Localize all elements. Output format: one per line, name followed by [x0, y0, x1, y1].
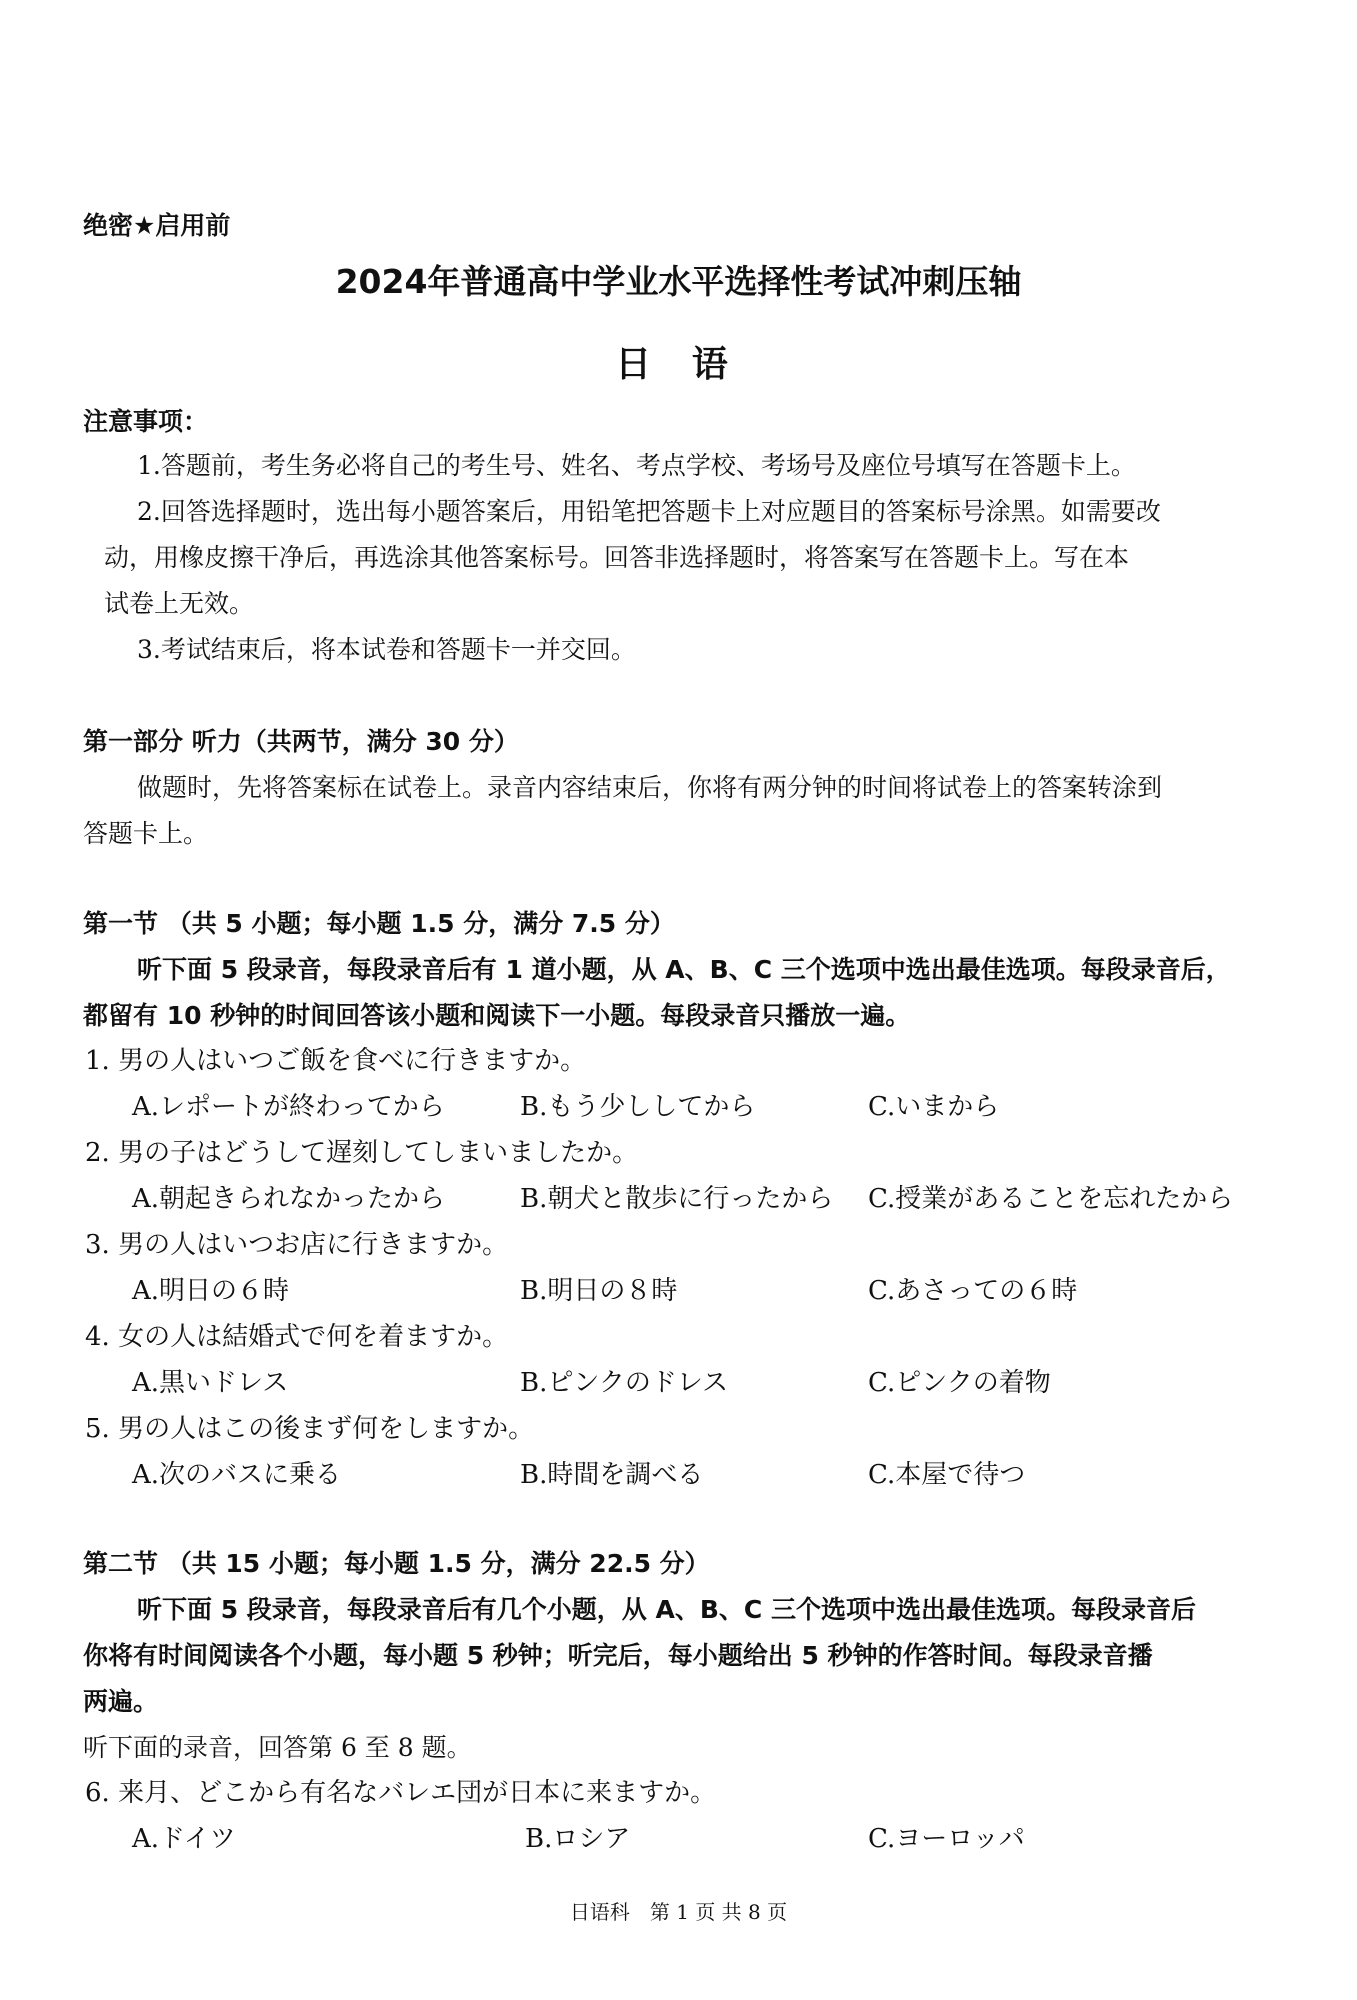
section1-intro-line-1: 听下面 5 段录音，每段录音后有 1 道小题，从 A、B、C 三个选项中选出最佳选项。每段录音后，: [137, 955, 1231, 984]
question-3-option-c: C.あさっての６時: [868, 1276, 1078, 1306]
subject-title: 日 语: [615, 344, 742, 385]
question-3-option-b: B.明日の８時: [520, 1276, 678, 1306]
question-6-option-a: A.ドイツ: [132, 1824, 236, 1854]
note-item-2-line-3: 试卷上无效。: [104, 589, 255, 618]
question-5: 5. 男の人はこの後まず何をしますか。: [85, 1414, 535, 1444]
section1-intro-line-2: 都留有 10 秒钟的时间回答该小题和阅读下一小题。每段录音只播放一遍。: [83, 1001, 911, 1030]
section2-heading: 第二节 （共 15 小题；每小题 1.5 分，满分 22.5 分）: [83, 1549, 710, 1578]
confidential-label: 绝密★启用前: [83, 211, 231, 240]
note-item-1: 1.答题前，考生务必将自己的考生号、姓名、考点学校、考场号及座位号填写在答题卡上。: [137, 451, 1136, 480]
question-4-option-b: B.ピンクのドレス: [520, 1368, 729, 1398]
note-item-2-line-1: 2.回答选择题时，选出每小题答案后，用铅笔把答题卡上对应题目的答案标号涂黑。如需要改: [137, 497, 1161, 526]
question-1-option-c: C.いまから: [868, 1092, 1000, 1122]
question-6: 6. 来月、どこから有名なバレエ団が日本に来ますか。: [85, 1778, 717, 1808]
notes-heading: 注意事项：: [83, 407, 209, 436]
question-6-option-b: B.ロシア: [525, 1824, 631, 1854]
section1-heading: 第一节 （共 5 小题；每小题 1.5 分，满分 7.5 分）: [83, 909, 675, 938]
question-4: 4. 女の人は結婚式で何を着ますか。: [85, 1322, 509, 1352]
question-5-option-a: A.次のバスに乗る: [132, 1460, 342, 1490]
note-item-2-line-2: 动，用橡皮擦干净后，再选涂其他答案标号。回答非选择题时，将答案写在答题卡上。写在本: [104, 543, 1130, 572]
note-item-3: 3.考试结束后，将本试卷和答题卡一并交回。: [137, 635, 636, 664]
question-1: 1. 男の人はいつご飯を食べに行きますか。: [85, 1046, 587, 1076]
question-4-option-c: C.ピンクの着物: [868, 1368, 1051, 1398]
question-3-option-a: A.明日の６時: [132, 1276, 290, 1306]
question-3: 3. 男の人はいつお店に行きますか。: [85, 1230, 509, 1260]
part1-intro-line-1: 做题时，先将答案标在试卷上。录音内容结束后，你将有两分钟的时间将试卷上的答案转涂到: [137, 773, 1163, 802]
part1-heading: 第一部分 听力（共两节，满分 30 分）: [83, 727, 519, 756]
question-6-option-c: C.ヨーロッパ: [868, 1824, 1025, 1854]
section2-intro-line-1: 听下面 5 段录音，每段录音后有几个小题，从 A、B、C 三个选项中选出最佳选项。每段录音后: [137, 1595, 1196, 1624]
section2-instruction: 听下面的录音，回答第 6 至 8 题。: [83, 1733, 472, 1762]
section2-intro-line-3: 两遍。: [83, 1687, 159, 1716]
question-5-option-b: B.時間を調べる: [520, 1460, 704, 1490]
part1-intro-line-2: 答题卡上。: [83, 819, 209, 848]
question-1-option-b: B.もう少ししてから: [520, 1092, 756, 1122]
page-footer: 日语科 第 1 页 共 8 页: [569, 1900, 788, 1924]
question-2-option-b: B.朝犬と散歩に行ったから: [520, 1184, 834, 1214]
question-2: 2. 男の子はどうして遅刻してしまいましたか。: [85, 1138, 639, 1168]
question-5-option-c: C.本屋で待つ: [868, 1460, 1026, 1490]
exam-title: 2024年普通高中学业水平选择性考试冲刺压轴: [335, 262, 1022, 301]
question-1-option-a: A.レポートが終わってから: [132, 1092, 445, 1122]
section2-intro-line-2: 你将有时间阅读各个小题，每小题 5 秒钟；听完后，每小题给出 5 秒钟的作答时间。每段录音播: [83, 1641, 1153, 1670]
question-2-option-a: A.朝起きられなかったから: [132, 1184, 446, 1214]
question-4-option-a: A.黒いドレス: [132, 1368, 289, 1398]
question-2-option-c: C.授業があることを忘れたから: [868, 1184, 1234, 1214]
